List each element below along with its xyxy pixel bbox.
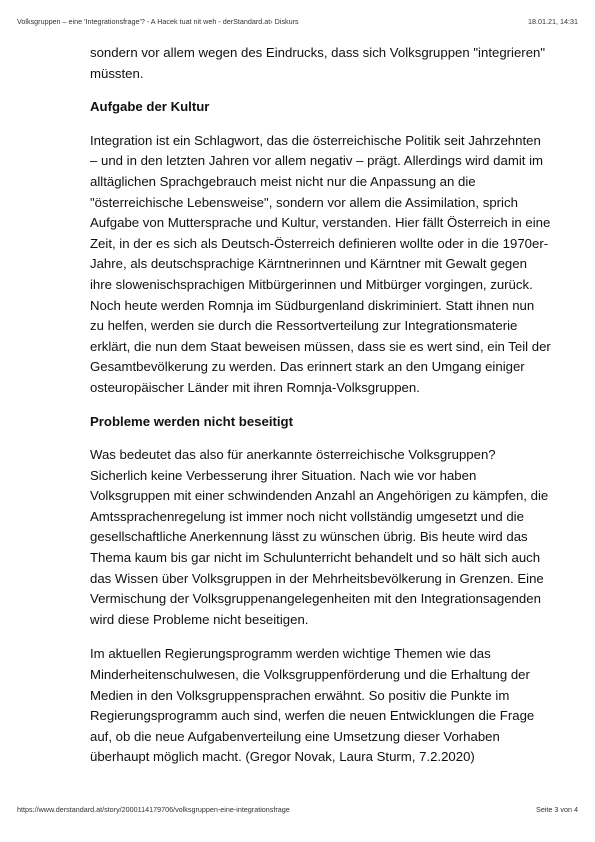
text-line: Volksgruppen mit einer schwindenden Anzahl an Angehörigen zu kämpfen, die — [90, 488, 549, 504]
text-line: osteuropäischer Länder mit ihren Romnja-Volksgruppen. — [90, 379, 420, 395]
text-line: Zeit, in der es sich als Deutsch-Österreich definieren wollte oder in die 1970er- — [90, 235, 549, 251]
print-header-datetime: 18.01.21, 14:31 — [528, 17, 578, 26]
text-line: das Wissen über Volksgruppen in der Mehrheitsbevölkerung in Grenzen. Eine — [90, 570, 544, 586]
text-line: sondern vor allem wegen des Eindrucks, dass sich Volksgruppen "integrieren" — [90, 45, 546, 60]
section1-paragraph — [90, 131, 560, 399]
text-line: Medien in den Volksgruppensprachen erwähnt. So positiv die Punkte im — [90, 687, 510, 703]
text-line: gesellschaftliche Anerkennung lässt zu wünschen übrig. Bis heute wird das — [90, 529, 528, 545]
text-line: "österreichische Lebensweise", sondern vor allem die Assimilation, sprich — [90, 194, 518, 210]
text-line: Jahre, als deutschsprachige Kärntnerinnen und Kärntner mit Gewalt gegen — [90, 256, 527, 272]
text-line: alltäglichen Sprachgebrauch meist nicht nur die Anpassung an die — [90, 173, 476, 189]
section-heading-probleme: Probleme werden nicht beseitigt — [90, 413, 293, 429]
text-line: Thema kaum bis gar nicht im Schulunterricht behandelt und so hält sich auch — [90, 550, 541, 566]
text-line: Integration ist ein Schlagwort, das die österreichische Politik seit Jahrzehnten — [90, 132, 541, 148]
text-line: Aufgabe von Muttersprache und Kultur, verstanden. Hier fällt Österreich in eine — [90, 215, 551, 231]
article-body — [90, 43, 560, 768]
text-line: wird diese Probleme nicht beseitigen. — [90, 611, 309, 627]
intro-paragraph — [90, 43, 560, 84]
text-line: Im aktuellen Regierungsprogramm werden wichtige Themen wie das — [90, 646, 491, 662]
text-line: müssten. — [90, 65, 144, 81]
text-line: überhaupt möglich macht. (Gregor Novak, Laura Sturm, 7.2.2020) — [90, 749, 475, 765]
section-heading-aufgabe-der-kultur: Aufgabe der Kultur — [90, 99, 210, 115]
text-line: Regierungsprogramm auch sind, werfen die neuen Entwicklungen die Frage — [90, 708, 535, 724]
text-line: zu helfen, werden sie durch die Ressortverteilung zur Integrationsmaterie — [90, 318, 518, 334]
print-footer-page-number: Seite 3 von 4 — [536, 805, 578, 814]
print-header-title: Volksgruppen – eine 'Integrationsfrage'? - A Hacek tuat nit weh - derStandard.at› Diskurs — [17, 17, 299, 26]
text-line: Minderheitenschulwesen, die Volksgruppenförderung und die Erhaltung der — [90, 667, 530, 683]
closing-paragraph — [90, 644, 560, 768]
text-line: erklärt, die nun dem Staat beweisen müssen, dass sie es wert sind, ein Teil der — [90, 338, 551, 354]
section2-paragraph — [90, 445, 560, 630]
text-line: Gesamtbevölkerung zu werden. Das erinnert stark an den Umgang einiger — [90, 359, 525, 375]
text-line: – und in den letzten Jahren vor allem negativ – prägt. Allerdings wird damit im — [90, 153, 544, 169]
text-line: Was bedeutet das also für anerkannte österreichische Volksgruppen? — [90, 447, 496, 463]
text-line: auf, ob die neue Aufgabenverteilung eine Umsetzung dieser Vorhaben — [90, 728, 500, 744]
text-line: Amtssprachenregelung ist immer noch nicht vollständig umgesetzt und die — [90, 508, 524, 524]
print-footer-url: https://www.derstandard.at/story/2000114179706/volksgruppen-eine-integrationsfrage — [17, 805, 290, 814]
text-line: Noch heute werden Romnja im Südburgenland diskriminiert. Statt ihnen nun — [90, 297, 535, 313]
text-line: ihre slowenischsprachigen Mitbürgerinnen und Mitbürger vorgingen, zurück. — [90, 276, 533, 292]
text-line: Sicherlich keine Verbesserung ihrer Situation. Nach wie vor haben — [90, 467, 477, 483]
text-line: Vermischung der Volksgruppenangelegenheiten mit den Integrationsagenden — [90, 591, 541, 607]
